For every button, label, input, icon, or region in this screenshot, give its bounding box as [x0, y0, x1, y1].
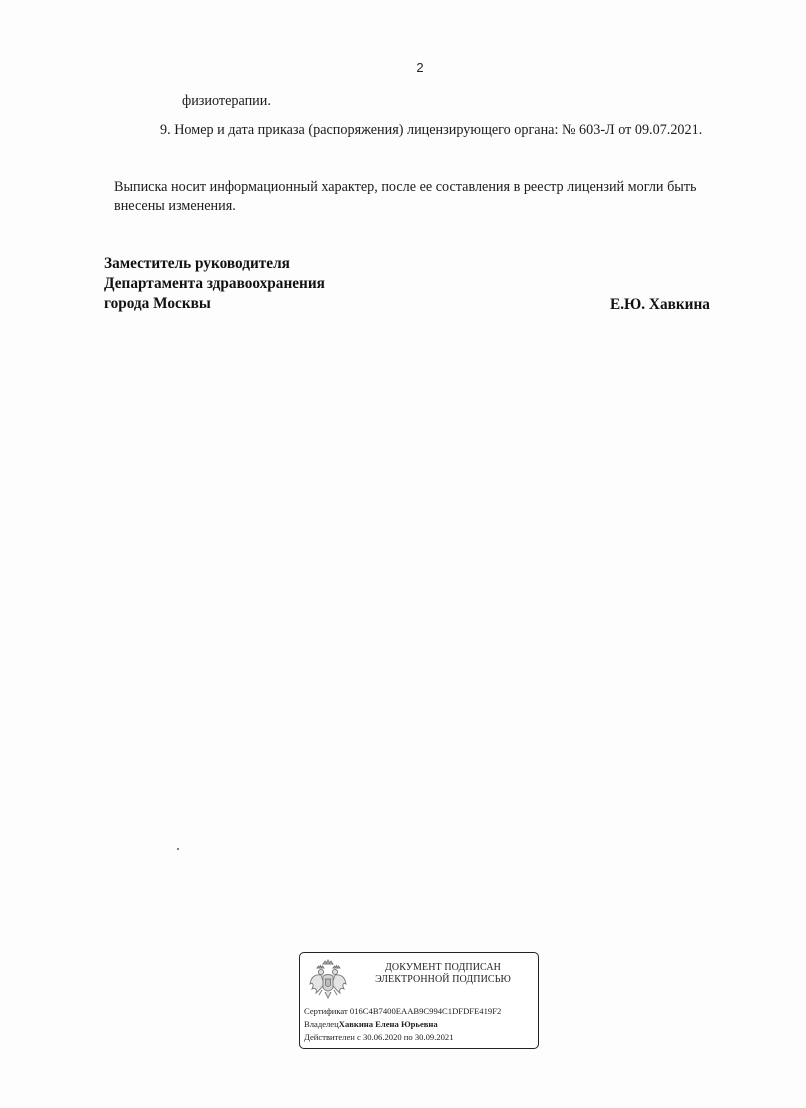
stamp-title-line-1: ДОКУМЕНТ ПОДПИСАН [385, 962, 501, 973]
signer-position [104, 254, 325, 314]
stamp-title [350, 962, 536, 986]
signer-position-line-2: Департамента здравоохранения [104, 275, 325, 292]
disclaimer-line-1: Выписка носит информационный характер, после ее составления в реестр лицензий могли быть [114, 179, 697, 195]
signer-name: Е.Ю. Хавкина [610, 296, 710, 313]
stamp-title-line-2: ЭЛЕКТРОННОЙ ПОДПИСЬЮ [375, 974, 511, 985]
signer-position-line-1: Заместитель руководителя [104, 255, 290, 272]
page-number: 2 [416, 60, 424, 75]
certificate-label: Сертификат [304, 1006, 348, 1016]
list-item-9: 9. Номер и дата приказа (распоряжения) лицензирующего органа: № 603-Л от 09.07.2021. [160, 122, 703, 138]
owner-value: Хавкина Елена Юрьевна [338, 1019, 438, 1029]
disclaimer-line-2: внесены изменения. [114, 198, 236, 214]
stamp-details [304, 1005, 501, 1044]
e-signature-stamp [299, 952, 539, 1049]
validity-row: Действителен с 30.06.2020 по 30.09.2021 [304, 1032, 454, 1042]
coat-of-arms-icon [308, 958, 348, 1002]
certificate-value: 016C4B7400EAAB9C994C1DFDFE419F2 [349, 1006, 502, 1016]
owner-label: Владелец [304, 1019, 339, 1029]
list-item-continuation: физиотерапии. [182, 93, 271, 109]
owner-row [304, 1018, 501, 1031]
scan-speck [177, 848, 179, 850]
signer-position-line-3: города Москвы [104, 295, 211, 312]
certificate-row [304, 1005, 501, 1018]
